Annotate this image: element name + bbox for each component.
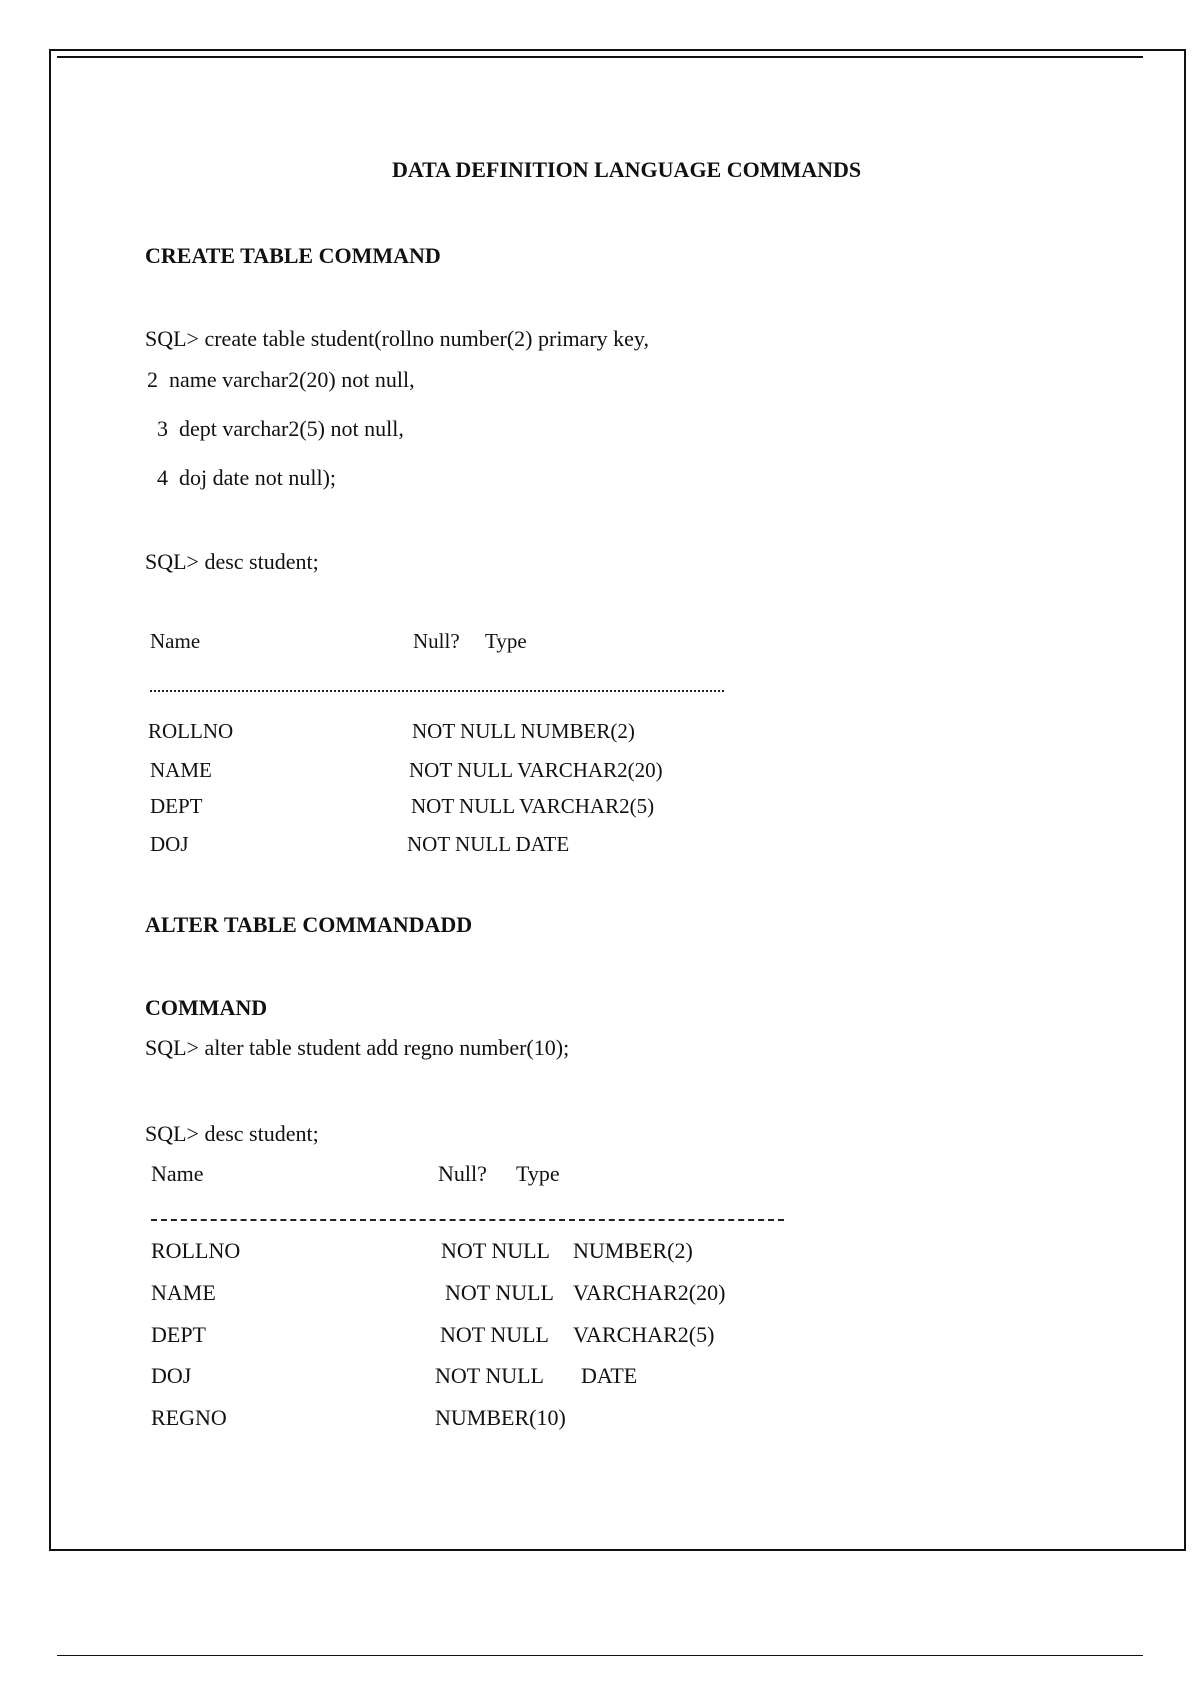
bottom-rule — [57, 1655, 1143, 1656]
table1-header-null: Null? — [413, 629, 460, 653]
table1-row-1-name: ROLLNO — [148, 719, 234, 743]
desc-command-2: SQL> desc student; — [145, 1121, 319, 1146]
top-rule — [57, 56, 1143, 58]
table2-header-null: Null? — [438, 1161, 487, 1186]
table2-row-3-name: DEPT — [151, 1322, 206, 1347]
table2-row-2-name: NAME — [151, 1280, 216, 1305]
table2-row-1-name: ROLLNO — [151, 1238, 241, 1263]
table2-row-2-null: NOT NULL — [445, 1280, 554, 1305]
desc-command-1: SQL> desc student; — [145, 549, 319, 574]
table1-row-2-name: NAME — [150, 758, 212, 782]
table1-header-type: Type — [485, 629, 527, 653]
sql-line-4: 4 doj date not null); — [157, 465, 337, 490]
alter-sql-line: SQL> alter table student add regno number(10); — [145, 1035, 570, 1060]
table2-row-3-type: VARCHAR2(5) — [573, 1322, 715, 1347]
table2-row-5-type: NUMBER(10) — [435, 1405, 566, 1430]
table2-row-1-null: NOT NULL — [441, 1238, 550, 1263]
table2-header-name: Name — [151, 1161, 204, 1186]
sql-line-1: SQL> create table student(rollno number(2) primary key, — [145, 326, 649, 351]
section-heading-alter: ALTER TABLE COMMANDADD — [145, 912, 473, 937]
sql-line-3: 3 dept varchar2(5) not null, — [157, 416, 404, 441]
table2-row-4-null: NOT NULL — [435, 1363, 544, 1388]
section-heading-create: CREATE TABLE COMMAND — [145, 243, 441, 268]
table1-row-1-type: NOT NULL NUMBER(2) — [412, 719, 635, 743]
table1-row-3-name: DEPT — [150, 794, 203, 818]
table2-row-2-type: VARCHAR2(20) — [573, 1280, 726, 1305]
table2-header-type: Type — [516, 1161, 560, 1186]
sql-line-2: 2 name varchar2(20) not null, — [147, 367, 415, 392]
table2-row-3-null: NOT NULL — [440, 1322, 549, 1347]
table1-row-4-name: DOJ — [150, 832, 189, 856]
table1-row-3-type: NOT NULL VARCHAR2(5) — [411, 794, 655, 818]
table1-separator — [150, 690, 724, 692]
table1-row-4-type: NOT NULL DATE — [407, 832, 570, 856]
section-subheading-command: COMMAND — [145, 995, 268, 1020]
table1-header-name: Name — [150, 629, 201, 653]
table1-row-2-type: NOT NULL VARCHAR2(20) — [409, 758, 663, 782]
table2-separator — [151, 1219, 784, 1221]
document-title: DATA DEFINITION LANGUAGE COMMANDS — [392, 157, 862, 182]
table2-row-5-name: REGNO — [151, 1405, 227, 1430]
table2-row-1-type: NUMBER(2) — [573, 1238, 693, 1263]
table2-row-4-name: DOJ — [151, 1363, 192, 1388]
table2-row-4-type: DATE — [581, 1363, 638, 1388]
